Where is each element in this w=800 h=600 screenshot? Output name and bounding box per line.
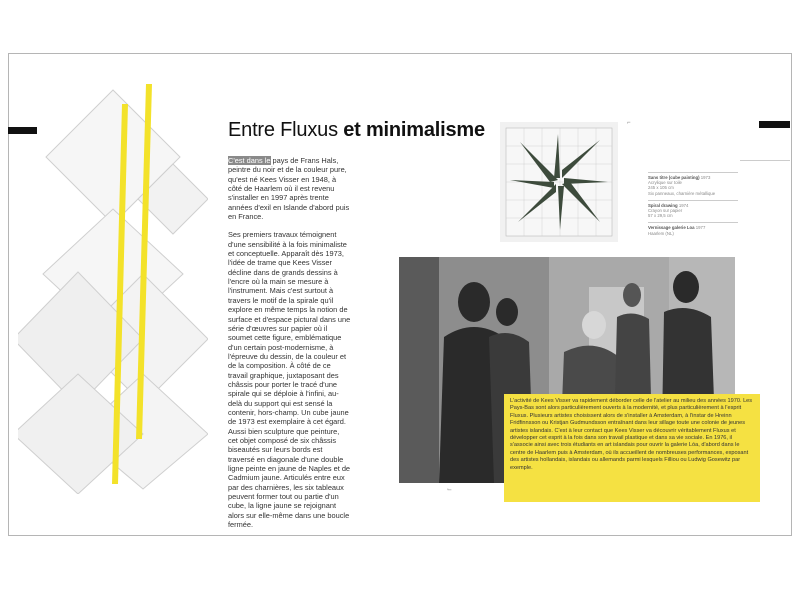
spiral-drawing-photo [500,122,618,242]
caption-2-year: 1974 [678,202,689,208]
caption-2-title: Spiral drawing [648,202,678,208]
caption-3 [648,222,738,235]
page-title [228,119,485,142]
caption-1 [648,172,738,196]
title-light: Entre Fluxus [228,119,344,141]
body-paragraph-2: Ses premiers travaux témoignent d'une sensibilité à la fois minimaliste et conceptuelle. Apparaît dès 1973, l'idée de trame que Kees Visser décline dans de grands dessins à l'encre où la main se mesure à l'instrument. Mais c'est surtout à travers le motif de la spirale qu'il explore en même temps la notion de surface et d'espace pictural dans une série d'œuvres sur papier où il soumet cette figure, emblématique d'un certain post-modernisme, à l'épreuve du dessin, de la couleur et de la composition. À côté de ce travail graphique, juxtaposant des châssis pour porter le tracé d'une spirale qui se déploie à l'infini, au-delà du support qui est sensé la contenir, hors-champ. Un cube jaune de 1973 est exemplaire à cet égard. Aussi bien sculpture que peinture, cet objet composé de six châssis biseautés sur leurs bords est traversé en diagonale d'une double ligne peinte en jaune de Naples et de Cadmium jaune. Articulés entre eux par des charnières, les six tableaux peuvent former tout ou partie d'un cube, la ligne jaune se rejoignant alors sur elle-même dans une boucle fermée. [228,230,351,530]
caption-leader-line [740,160,790,161]
spiral-drawing-image [500,122,618,242]
captions-block [648,172,738,240]
title-bold: et minimalisme [343,119,485,141]
caption-3-title: Vernissage galerie Loa [648,225,695,231]
caption-1-year: 1973 [700,175,711,180]
caption-1-line-1: Acrylique sur toile [648,180,682,186]
body-paragraph-1 [228,156,351,221]
caption-2-line-1: Crayon sur papier [648,208,683,214]
caption-3-line-1: Haarlem (NL) [648,230,674,236]
lead-highlight: C'est dans le [228,156,271,165]
caption-1-line-2: 245 x 105 cm [648,185,674,191]
sidebar-text: L'activité de Kees Visser va rapidement déborder celle de l'atelier au milieu des années 1970. Les Pays-Bas sont alors particulièrement ouverts à la modernité, et plus particulièrement à l'esprit Fluxus. Plusieurs artistes choisissent alors de s'installer à Amsterdam, à l'instar de Hreinn Fridfinnsson ou Kristjan Gudmundsson entraînant dans leur sillage toute une colonie de jeunes artistes islandais. C'est à leur contact que Kees Visser va découvrir véritablement Fluxus et développer cet esprit à la fois dans son travail plastique et dans sa vie sociale. En 1976, il s'associe ainsi avec trois étudiants en art islandais pour ouvrir la galerie Lóa, d'abord dans le centre de Haarlem puis à Amsterdam, où ils accueillent de nombreuses performances, exposant des artistes hollandais, islandais ou allemands parmi lesquels Filliou ou Ludwig Gosewitz par exemple. [510,398,753,471]
caption-2 [648,200,738,219]
section-marker-right [759,121,790,128]
caption-3-year: 1977 [695,225,706,231]
sidebar-text-box [504,394,760,502]
body-column [228,156,351,538]
caption-1-line-3: Six panneaux, charnière métallique [648,190,716,196]
body-paragraph-1-rest: pays de Frans Hals, peintre du noir et de la couleur pure, qu'est né Kees Visser en 1948, à côté de Haarlem où il est revenu s'installer en 1997 après trente années d'exil en Islande d'abord puis en France. [228,156,350,222]
corner-mark-top: ⌐ [627,120,631,126]
caption-2-line-2: 57 x 29,5 cm [648,213,673,219]
corner-mark-bottom: ⌙ [447,487,453,493]
cube-painting-artwork [18,84,208,494]
caption-1-title: Sans titre (cube painting) [648,175,700,180]
